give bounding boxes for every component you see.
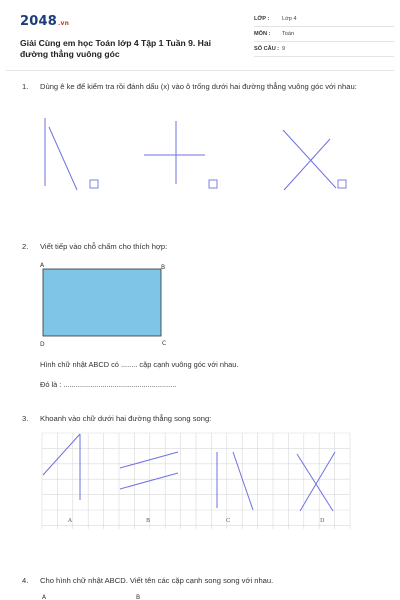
meta-value: Lớp 4 [282,16,297,22]
vertex-label-b: B [136,594,141,600]
vertex-label-a: A [40,262,45,269]
question-3-number: 3. [22,414,29,423]
option-a-label[interactable]: A [68,518,72,524]
question-4-text: Cho hình chữ nhật ABCD. Viết tên các cặp cạnh song song với nhau. [40,576,274,585]
logo-text: 2048 [20,14,57,29]
meta-label: LỚP : [254,16,270,22]
logo-suffix: .vn [57,20,70,27]
option-b-label[interactable]: B [146,518,151,524]
vertex-label-d: D [40,341,45,348]
question-1-number: 1. [22,82,29,91]
vertex-label-c: C [162,340,167,347]
meta-label: SỐ CÂU : [254,46,280,52]
question-4-number: 4. [22,576,29,585]
question-3-text: Khoanh vào chữ dưới hai đường thẳng song song: [40,414,212,423]
option-d-label[interactable]: D [320,518,325,524]
document-title: Giải Cùng em học Toán lớp 4 Tập 1 Tuần 9. Hai đường thẳng vuông góc [20,38,212,59]
option-c-label[interactable]: C [226,518,231,524]
meta-label: MÔN : [254,31,271,37]
meta-value: Toán [282,31,295,37]
question-2-number: 2. [22,242,29,251]
vertex-label-a: A [42,594,47,600]
question-2-text: Viết tiếp vào chỗ chấm cho thích hợp: [40,242,168,251]
q2-answer-line-2: Đó là : ....................................................... [40,380,177,389]
q2-answer-line-1: Hình chữ nhật ABCD có ........ cặp cạnh vuông góc với nhau. [40,360,239,369]
question-1-text: Dùng ê ke để kiểm tra rồi đánh dấu (x) vào ô trống dưới hai đường thẳng vuông góc với nhau: [40,82,357,91]
meta-value: 9 [282,46,286,52]
vertex-label-b: B [161,264,166,271]
